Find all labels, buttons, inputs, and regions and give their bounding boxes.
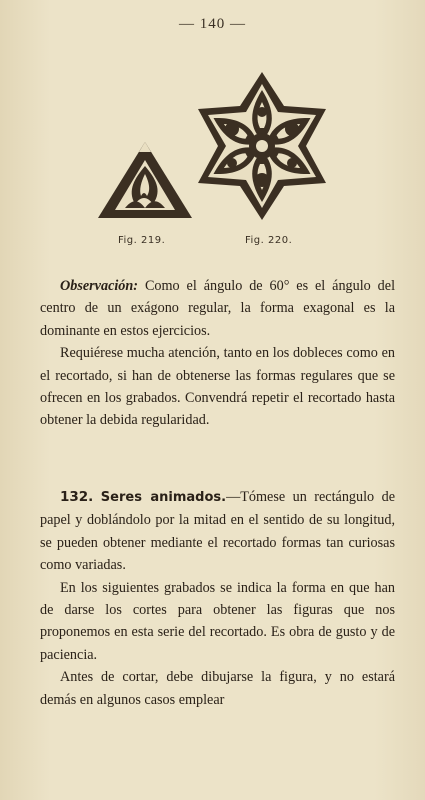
figure-220-hexagonal-cutout [178,68,346,224]
observation-text-1: Como el ángulo de 60° es el ángulo del centro de un exágono regular, la forma exagonal es la dominante en estos ejercicios. [40,278,396,339]
section-132-text-1: —Tómese un rectángulo de papel y doblándolo por la mitad en el sentido de su longitud, se pueden obtener mediante el recortado formas tan curiosas como variadas. [40,489,395,574]
section-132-paragraph-2: En los siguientes grabados se indica la forma en que han de darse los cortes para obtener las figuras que nos proponemos en esta serie del recortado. Es obra de gusto y de paciencia. [40,579,395,663]
section-132 [40,486,395,711]
figure-220-caption: Fig. 220. [245,235,293,246]
observation-paragraph-2: Requiérese mucha atención, tanto en los dobleces como en el recortado, si han de obtenerse las formas regulares que se ofrecen en los grabados. Convendrá repetir el recortado hasta obtener la debida regularidad. [40,345,395,429]
section-132-paragraph-3: Antes de cortar, debe dibujarse la figura, y no estará demás en algunos casos emplear [40,669,395,708]
observation-section [40,275,395,432]
section-132-paragraph-1 [40,486,395,577]
observation-paragraph-1 [40,275,395,342]
section-number: 132. [60,489,94,505]
section-title: Seres animados. [100,490,227,505]
page-number: — 140 — [179,16,246,32]
figure-219-caption: Fig. 219. [118,235,166,246]
observation-lead: Observación: [60,278,139,294]
